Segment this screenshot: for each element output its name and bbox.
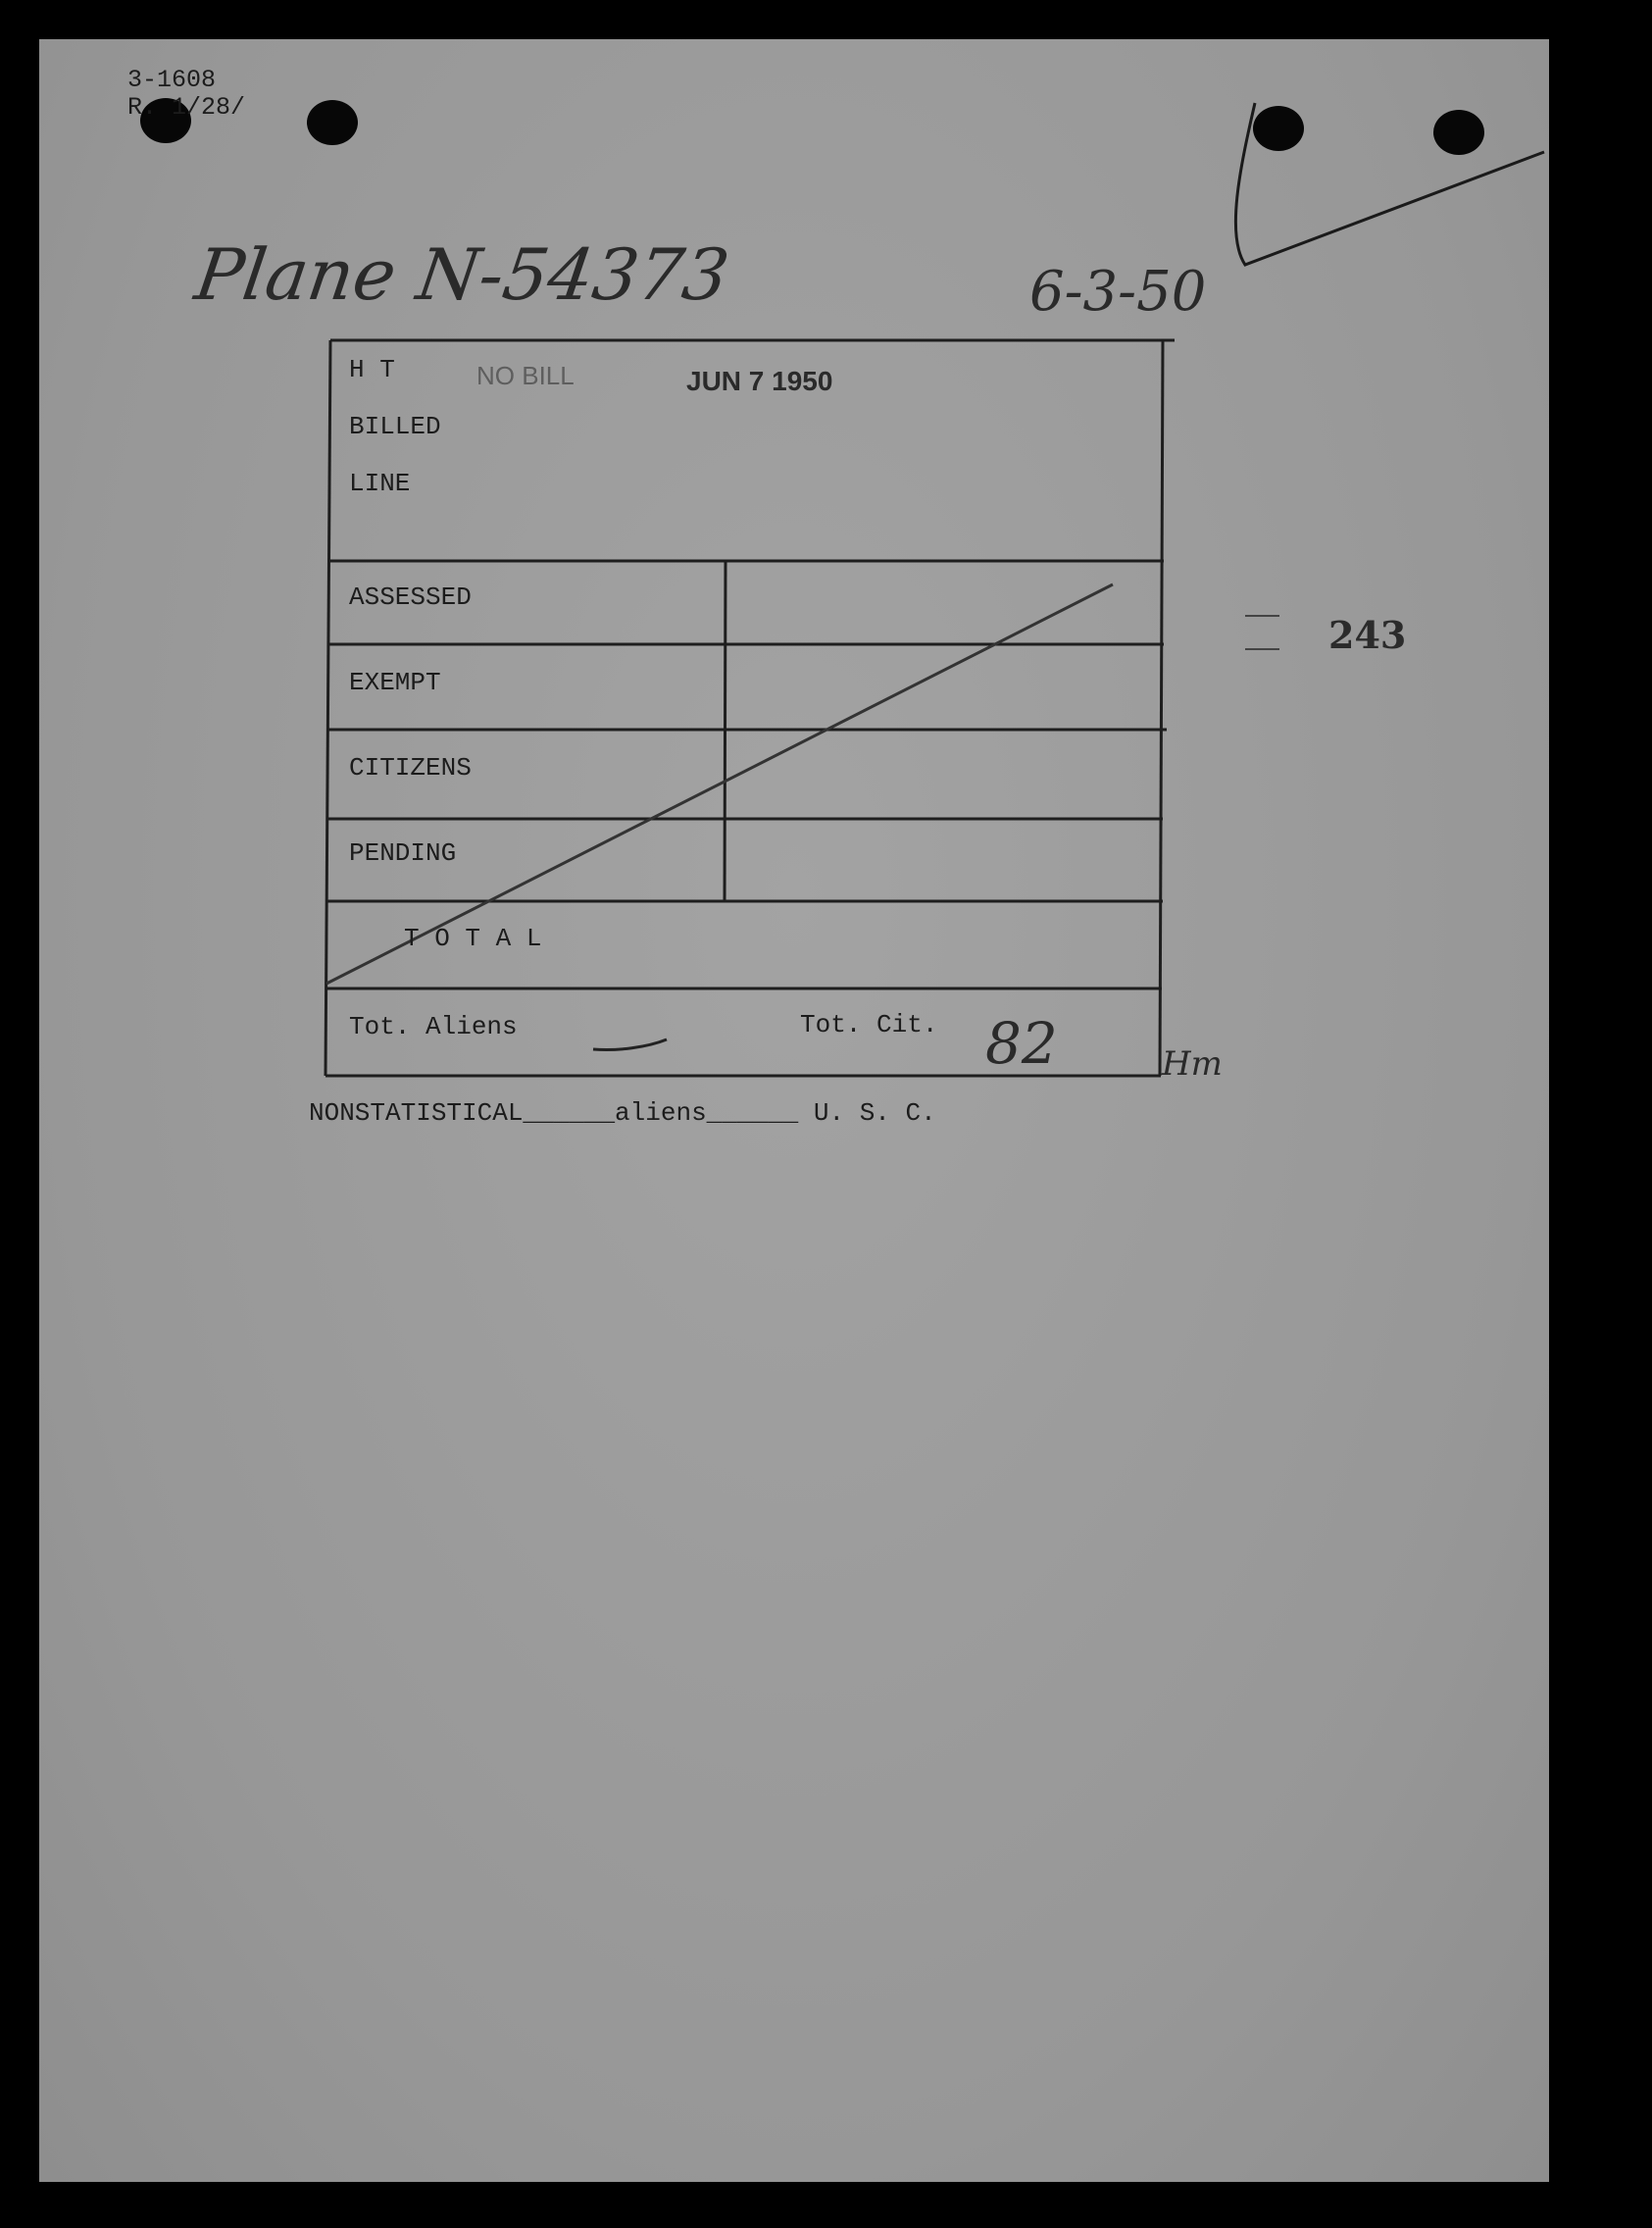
label-tot-cit: Tot. Cit. bbox=[800, 1010, 938, 1039]
label-billed: BILLED bbox=[349, 412, 441, 441]
aliens-dash bbox=[593, 1039, 667, 1050]
handwritten-initials: Hm bbox=[1162, 1044, 1223, 1084]
label-assessed: ASSESSED bbox=[349, 582, 472, 612]
label-ht: H T bbox=[349, 355, 395, 384]
form-revision: R. 1/28/ bbox=[127, 93, 246, 122]
check-mark-stroke bbox=[1235, 103, 1544, 265]
handwritten-date: 6-3-50 bbox=[1029, 260, 1207, 324]
nonstatistical-line: NONSTATISTICAL______aliens______ U. S. C. bbox=[309, 1098, 936, 1128]
form-code: 3-1608 bbox=[127, 66, 217, 94]
label-pending: PENDING bbox=[349, 838, 457, 868]
label-total: T O T A L bbox=[404, 924, 542, 953]
grid-line bbox=[725, 561, 726, 901]
grid-line bbox=[325, 340, 330, 1076]
grid-line bbox=[1160, 340, 1163, 1076]
date-stamp: JUN 7 1950 bbox=[686, 366, 833, 396]
label-tot-aliens: Tot. Aliens bbox=[349, 1012, 518, 1041]
count-stamp: 243 bbox=[1328, 613, 1407, 657]
label-exempt: EXEMPT bbox=[349, 668, 441, 697]
handwritten-tot-cit-value: 82 bbox=[985, 1010, 1058, 1077]
label-line: LINE bbox=[349, 469, 411, 498]
label-citizens: CITIZENS bbox=[349, 753, 472, 783]
handwritten-plane-number: Plane N-54373 bbox=[190, 233, 734, 316]
no-bill-stamp: NO BILL bbox=[476, 361, 575, 390]
